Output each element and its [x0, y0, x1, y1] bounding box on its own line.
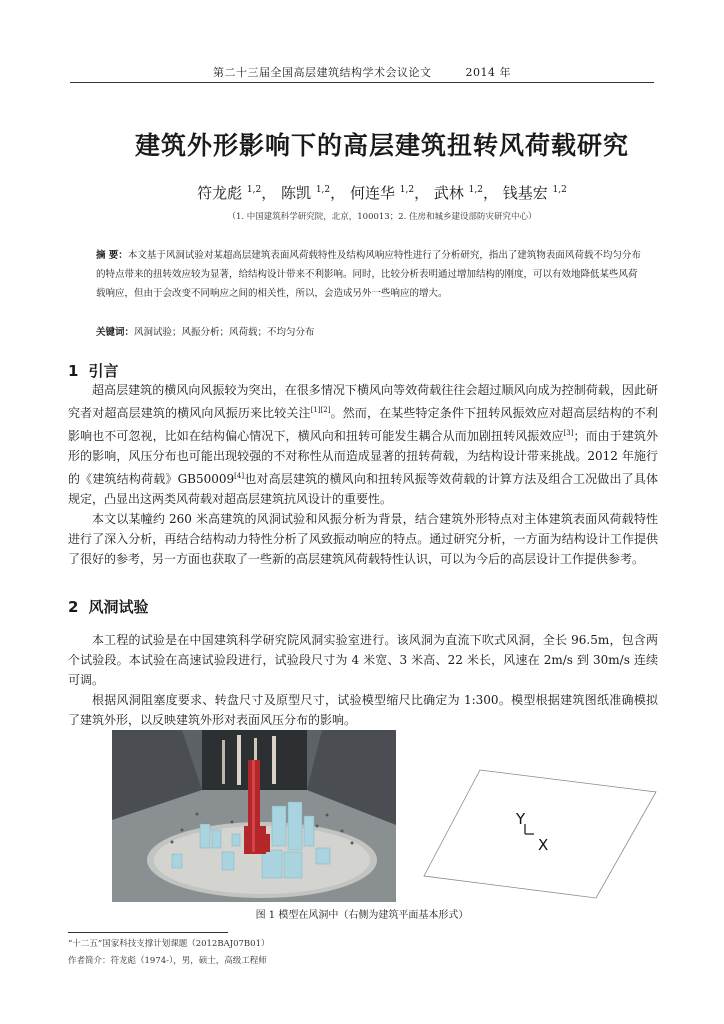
author: 陈凯 $^{1,2}$ — [281, 184, 331, 202]
abstract-text: 本文基于风洞试验对某超高层建筑表面风荷载特性及结构风响应特性进行了分析研究，指出了建筑物表面风荷载不均匀分布的特点带来的扭转效应较为显著，给结构设计带来不利影响。同时，比较分析表明通过增加结构的刚度，可以有效地降低某些风荷载响应，但由于会改变不同响应之间的相关性，所以，会造成另外一些响应的增大。 — [96, 250, 641, 299]
footnote-funding: “十二五”国家科技支撑计划课题（2012BAJ07B01） — [68, 939, 270, 949]
author-list: 符龙彪 $^{1,2}$， 陈凯 $^{1,2}$， 何连华 $^{1,2}$， 武林 $^{1,2}$， 钱基宏 $^{1,2}$ — [197, 184, 567, 202]
citation: [3] — [563, 429, 574, 437]
section-1-body — [68, 380, 658, 569]
author: 钱基宏 $^{1,2}$ — [502, 184, 567, 202]
conference-year: 2014 年 — [465, 66, 511, 79]
plan-outline — [424, 770, 656, 898]
paragraph: 本文以某幢约 260 米高建筑的风洞试验和风振分析为背景，结合建筑外形特点对主体建筑表面风荷载特性进行了深入分析，再结合结构动力特性分析了风致振动响应的特点。通过研究分析，一方面为结构设计工作提供了很好的参考，另一方面也获取了一些新的高层建筑风荷载特性认识，可以为今后的高层设计工作提供参考。 — [68, 512, 658, 566]
footnote-author: 作者简介：符龙彪（1974-），男，硕士，高级工程师 — [68, 956, 267, 966]
abstract-label: 摘 要： — [96, 250, 128, 261]
footnote-rule — [68, 932, 228, 933]
author: 武林 $^{1,2}$ — [433, 184, 483, 202]
author: 符龙彪 $^{1,2}$ — [197, 184, 262, 202]
citation: [1][2] — [310, 406, 331, 414]
y-axis-label: Y — [516, 810, 526, 828]
citation: [4] — [234, 472, 245, 480]
author: 何连华 $^{1,2}$ — [349, 184, 415, 202]
paragraph: 超高层建筑的横风向风振较为突出，在很多情况下横风向等效荷载往往会超过顺风向成为控制荷载，因此研究者对超高层建筑的横风向风振历来比较关注[1][2]。然而，在某些特定条件下扭转风振效应对超高层结构的不利影响也不可忽视，比如在结构偏心情况下，横风向和扭转可能发生耦合从而加剧扭转风振效应[3]；而由于建筑外形的影响，风压分布也可能出现较强的不对称性从而造成显著的扭转荷载，为结构设计带来挑战。2012 年施行的《建筑结构荷载》GB50009[4]也对高层建筑的横风向和扭转风振等效荷载的计算方法及组合工况做出了具体规定，凸显出这两类风荷载对超高层建筑抗风设计的重要性。 — [68, 383, 658, 506]
plan-axes-diagram — [420, 762, 660, 902]
paragraph: 根据风洞阻塞度要求、转盘尺寸及原型尺寸，试验模型缩尺比确定为 1:300。模型根据建筑图纸准确模拟了建筑外形，以反映建筑外形对表面风压分布的影响。 — [68, 693, 658, 727]
keywords-text: 风洞试验；风振分析；风荷载；不均匀分布 — [134, 327, 315, 338]
keywords-label: 关键词： — [96, 327, 135, 338]
figure-caption: 图 1 模型在风洞中（右侧为建筑平面基本形式） — [255, 910, 469, 921]
affiliation: （1. 中国建筑科学研究院，北京，100013；2. 住房和城乡建设部防灾研究中心） — [227, 212, 537, 222]
paragraph: 本工程的试验是在中国建筑科学研究院风洞实验室进行。该风洞为直流下吹式风洞，全长 96.5m，包含两个试验段。本试验在高速试验段进行，试验段尺寸为 4 米宽、3 米高、22 米长，风速在 2m/s 到 30m/s 连续可调。 — [68, 633, 658, 687]
page-header — [70, 64, 654, 80]
section-heading: 2 风洞试验 — [68, 598, 149, 616]
x-axis-label: X — [538, 836, 549, 854]
keywords — [96, 324, 646, 338]
section-heading: 1 引言 — [68, 362, 119, 380]
header-rule — [70, 82, 654, 83]
building-plan-figure — [420, 762, 660, 902]
abstract — [96, 246, 646, 303]
conference-name: 第二十三届全国高层建筑结构学术会议论文 — [213, 66, 432, 79]
paper-title: 建筑外形影响下的高层建筑扭转风荷载研究 — [134, 131, 629, 160]
section-2-body — [68, 630, 658, 730]
wind-tunnel-photo — [112, 730, 396, 902]
wind-tunnel-illustration — [112, 730, 396, 902]
